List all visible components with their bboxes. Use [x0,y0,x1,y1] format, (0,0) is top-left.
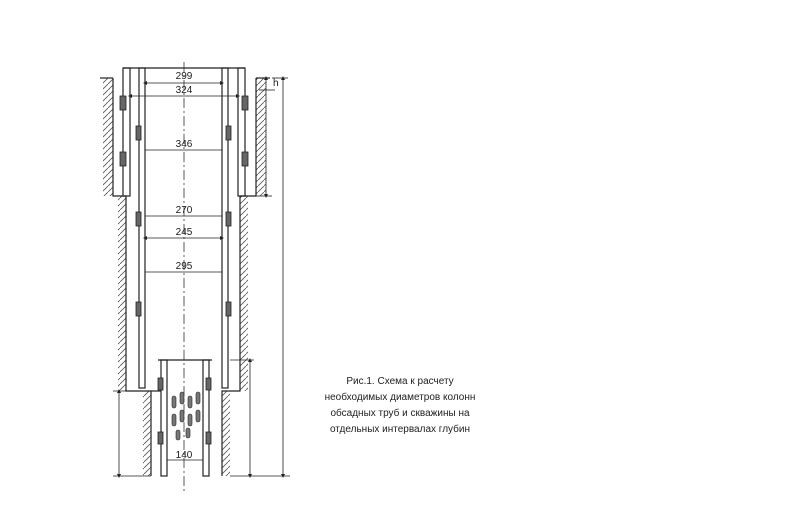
label-140: 140 [175,450,193,461]
label-346: 346 [175,139,193,150]
caption-line-2: необходимых диаметров колонн [324,392,476,403]
figure-caption [300,374,500,438]
caption-line-4: отдельных интервалах глубин [329,424,471,435]
label-270: 270 [175,205,193,216]
label-299: 299 [175,71,193,82]
label-245: 245 [175,227,193,238]
depth-small-mark: h [273,78,279,89]
caption-line-3: обсадных труб и скважины на [330,408,470,419]
filter-slots [172,392,200,440]
label-295: 295 [175,261,193,272]
caption-line-1: Рис.1. Схема к расчету [346,376,454,387]
ground-hatching [103,78,266,476]
label-324: 324 [175,85,193,96]
